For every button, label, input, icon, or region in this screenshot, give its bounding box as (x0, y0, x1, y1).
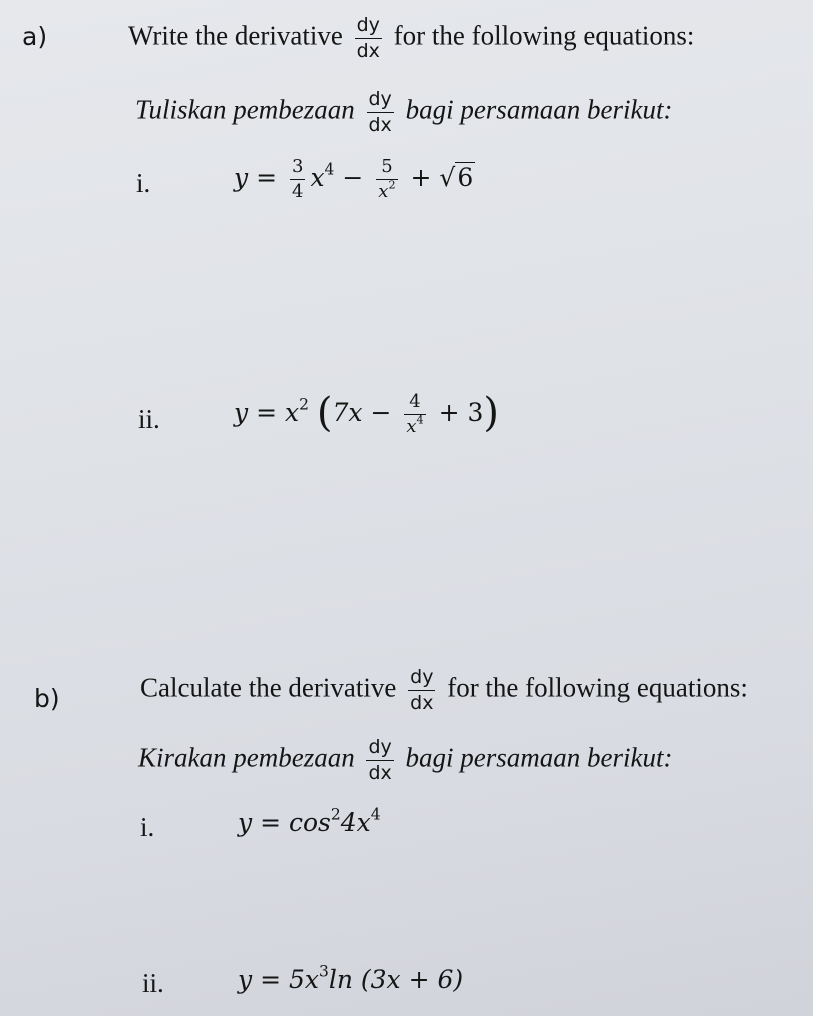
part-b-item-ii-label: ii. (142, 968, 164, 998)
part-a-instruction-en (128, 16, 694, 61)
expression-start: y = 5x (238, 965, 319, 994)
part-b-item-i-label: i. (140, 812, 155, 842)
y-equals: y = (234, 163, 278, 192)
part-a-item-ii-label: ii. (138, 404, 160, 434)
expression-mid: 4x (340, 808, 371, 837)
dydx-denominator: dx (410, 692, 434, 714)
close-paren: ) (483, 390, 500, 436)
fraction-five-over-x-squared (376, 158, 397, 201)
dydx-numerator: dy (368, 736, 392, 758)
fraction-denominator (376, 179, 397, 201)
exponent: 4 (370, 805, 381, 824)
part-b-ms-prefix: Kirakan pembezaan (138, 742, 355, 773)
fraction-denominator (404, 414, 425, 436)
part-b-item-ii-equation (238, 962, 464, 994)
exponent: 2 (299, 395, 309, 414)
dydx-numerator: dy (356, 14, 380, 36)
dydx-denominator: dx (356, 40, 380, 62)
fraction-numerator: 4 (409, 391, 421, 412)
exponent: 4 (324, 160, 335, 179)
part-b-en-prefix: Calculate the derivative (140, 672, 397, 703)
expression-start: y = cos (238, 808, 331, 837)
part-a-instruction-ms (135, 90, 673, 135)
term-x: x (310, 163, 325, 192)
part-a-item-i-label: i. (136, 168, 151, 198)
part-b-label: b) (34, 684, 60, 713)
part-b-ms-suffix: bagi persamaan berikut: (405, 742, 673, 773)
radical-sign: √ (439, 163, 456, 192)
part-a-label: a) (22, 22, 48, 51)
expression-rest: ln (3x + 6) (328, 965, 464, 994)
part-a-item-ii-equation (234, 390, 499, 436)
part-a-en-suffix: for the following equations: (393, 20, 695, 51)
minus-sign: − (342, 163, 364, 192)
dydx-numerator: dy (410, 666, 434, 688)
fraction-four-over-x-fourth (404, 393, 425, 436)
square-root (439, 163, 475, 192)
exponent: 2 (330, 805, 341, 824)
dy-dx-fraction (355, 16, 382, 61)
denominator-base: x (406, 416, 417, 437)
fraction-numerator: 5 (381, 156, 393, 177)
denominator-base: x (378, 181, 389, 202)
dydx-denominator: dx (368, 114, 392, 136)
open-paren: ( (316, 390, 333, 436)
dydx-numerator: dy (368, 88, 392, 110)
part-b-instruction-en (140, 668, 748, 713)
part-b-item-i-equation (238, 805, 381, 837)
part-a-item-i-equation (234, 158, 475, 201)
fraction-three-quarters (290, 158, 305, 201)
fraction-denominator: 4 (291, 181, 304, 202)
radicand: 6 (457, 163, 474, 192)
exponent: 4 (416, 413, 424, 427)
base-x: x (284, 398, 300, 427)
part-a-en-prefix: Write the derivative (128, 20, 343, 51)
y-equals: y = (234, 398, 278, 427)
part-a-ms-prefix: Tuliskan pembezaan (135, 94, 355, 125)
part-b-en-suffix: for the following equations: (447, 672, 748, 703)
exponent: 3 (318, 962, 329, 981)
plus-sign: + (410, 163, 432, 192)
dy-dx-fraction (366, 738, 393, 783)
inner-end: + 3 (438, 398, 484, 427)
exponent: 2 (388, 178, 396, 192)
fraction-numerator: 3 (291, 156, 304, 177)
dy-dx-fraction (367, 90, 394, 135)
part-b-instruction-ms (138, 738, 673, 783)
dy-dx-fraction (408, 668, 435, 713)
dydx-denominator: dx (368, 762, 392, 784)
part-a-ms-suffix: bagi persamaan berikut: (405, 94, 673, 125)
inner-start: 7x − (332, 398, 392, 427)
